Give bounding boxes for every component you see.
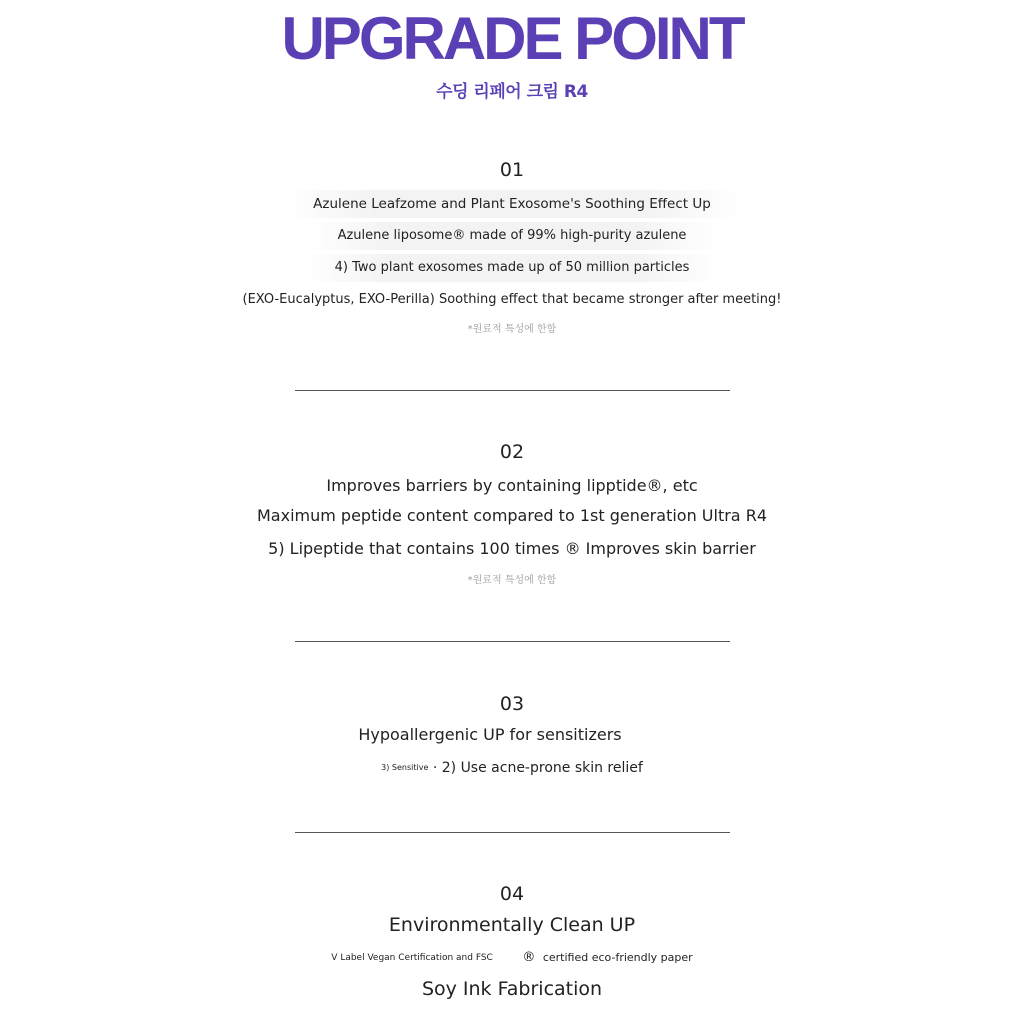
divider-3 (295, 832, 730, 833)
section-01-line-2 (0, 222, 1024, 250)
section-04-detail-prefix: V Label Vegan Certification and FSC (331, 953, 493, 963)
section-01-detail-1: Azulene liposome® made of 99% high-purity azulene (308, 222, 717, 250)
section-02-line-2: Maximum peptide content compared to 1st generation Ultra R4 (257, 506, 767, 525)
section-04-detail-main: certified eco-friendly paper (542, 951, 693, 964)
section-04-number: 04 (499, 883, 525, 905)
section-03-detail-main: · 2) Use acne-prone skin relief (432, 760, 643, 776)
divider-2 (295, 641, 730, 642)
section-04-detail (0, 948, 1024, 968)
section-01-detail-2: 4) Two plant exosomes made up of 50 million particles (305, 254, 720, 282)
divider-1 (295, 390, 730, 391)
page-title: UPGRADE POINT (281, 5, 743, 72)
section-02-line-1: Improves barriers by containing lipptide®, etc (326, 476, 698, 495)
section-03-detail (0, 757, 1024, 779)
section-04-footer-line: Soy Ink Fabrication (421, 978, 603, 1000)
section-04-headline: Environmentally Clean UP (388, 914, 636, 936)
section-03-headline: Hypoallergenic UP for sensitizers (358, 725, 622, 744)
product-name: 수딩 리페어 크림 R4 (436, 82, 588, 102)
section-01-headline: Azulene Leafzome and Plant Exosome's Soothing Effect Up (283, 190, 741, 218)
section-03-number: 03 (499, 693, 525, 715)
section-01-detail-3: (EXO-Eucalyptus, EXO-Perilla) Soothing effect that became stronger after meeting! (242, 292, 782, 307)
section-02-number: 02 (499, 441, 525, 463)
section-02-note: *원료적 특성에 한함 (467, 575, 557, 586)
section-02-line-3: 5) Lipeptide that contains 100 times ® Improves skin barrier (268, 539, 756, 558)
section-03-detail-prefix: 3) Sensitive (381, 763, 429, 772)
section-01-line-1 (0, 190, 1024, 218)
section-01-line-3 (0, 254, 1024, 282)
section-01-note: *원료적 특성에 한함 (467, 324, 557, 335)
section-01-number: 01 (499, 159, 525, 181)
registered-mark: ® (522, 950, 536, 965)
